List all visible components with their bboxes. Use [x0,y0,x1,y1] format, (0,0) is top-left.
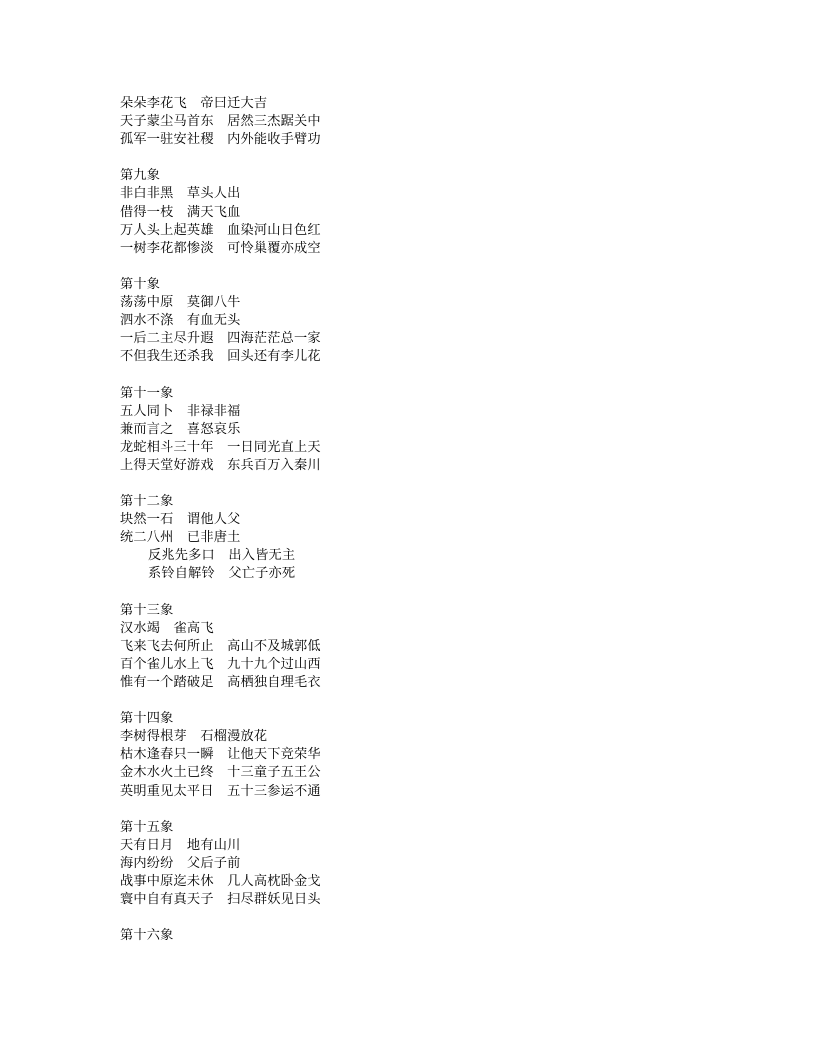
text-line: 金木水火土已终 十三童子五王公 [120,765,321,781]
text-line: 百个雀儿水上飞 九十九个过山西 [120,656,321,672]
text-line: 天有日月 地有山川 [120,837,241,853]
text-line: 寰中自有真天子 扫尽群妖见日头 [120,892,321,908]
text-line: 英明重见太平日 五十三参运不通 [120,783,321,799]
paragraph-gap [120,475,720,493]
text-line: 兼而言之 喜怒哀乐 [120,421,241,437]
paragraph-gap [120,692,720,710]
section-heading: 第十六象 [120,928,174,944]
section-heading: 第十象 [120,276,161,292]
text-line: 系铃自解铃 父亡子亦死 [148,566,296,582]
paragraph-gap [120,149,720,167]
text-line: 飞来飞去何所止 高山不及城郭低 [120,638,321,654]
text-line: 非白非黑 草头人出 [120,186,241,202]
section-heading: 第十二象 [120,494,174,510]
paragraph-gap [120,258,720,276]
section-heading: 第十四象 [120,711,174,727]
paragraph-gap [120,801,720,819]
text-line: 泗水不涤 有血无头 [120,313,241,329]
paragraph-gap [120,909,720,927]
text-line: 海内纷纷 父后子前 [120,855,241,871]
text-line: 龙蛇相斗三十年 一日同光直上天 [120,439,321,455]
section-heading: 第十三象 [120,602,174,618]
text-line: 反兆先多口 出入皆无主 [148,548,296,564]
text-line: 孤军一驻安社稷 内外能收手臂功 [120,132,321,148]
text-line: 朵朵李花飞 帝曰迁大吉 [120,96,268,111]
section-heading: 第十一象 [120,385,174,401]
section-heading: 第十五象 [120,819,174,835]
text-line: 不但我生还杀我 回头还有李儿花 [120,349,321,365]
text-line: 汉水竭 雀高飞 [120,620,214,636]
text-line: 块然一石 谓他人父 [120,512,241,528]
text-line: 万人头上起英雄 血染河山日色红 [120,222,321,238]
text-line: 荡荡中原 莫御八牛 [120,295,241,311]
text-line: 一树李花都惨淡 可怜巢覆亦成空 [120,240,321,256]
document-body [120,95,720,945]
text-line: 一后二主尽升遐 四海茫茫总一家 [120,331,321,347]
paragraph-gap [120,366,720,384]
text-line: 上得天堂好游戏 东兵百万入秦川 [120,457,321,473]
text-line: 借得一枝 满天飞血 [120,204,241,220]
text-line: 五人同卜 非禄非福 [120,403,241,419]
text-line: 统二八州 已非唐土 [120,530,241,546]
text-line: 枯木逢春只一瞬 让他天下竞荣华 [120,747,321,763]
text-line: 天子蒙尘马首东 居然三杰踞关中 [120,114,321,130]
text-line: 惟有一个踏破足 高栖独自理毛衣 [120,675,321,690]
text-line: 李树得根芽 石榴漫放花 [120,729,268,745]
section-heading: 第九象 [120,168,161,184]
text-line: 战事中原迄未休 几人高枕卧金戈 [120,874,321,890]
paragraph-gap [120,584,720,602]
